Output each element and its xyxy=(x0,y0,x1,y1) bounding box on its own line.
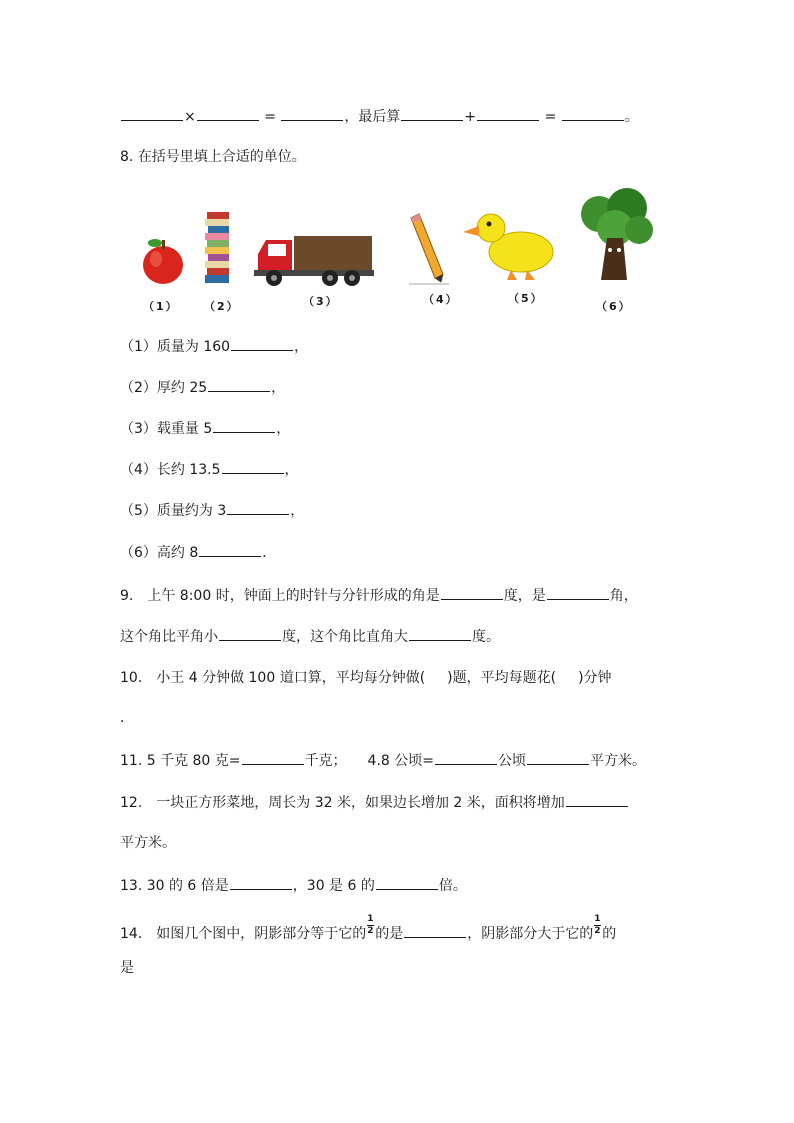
text: ，最后算 xyxy=(344,109,401,125)
question-12: 12. 一块正方形菜地，周长为 32 米，如果边长增加 2 米，面积将增加 xyxy=(120,792,629,813)
answer-blank[interactable] xyxy=(213,418,275,433)
answer-blank[interactable] xyxy=(404,923,466,938)
answer-blank[interactable] xyxy=(409,626,471,641)
q8-item: （4）长约 13.5 ， xyxy=(120,459,299,480)
picture-label: （3） xyxy=(303,295,339,308)
answer-blank[interactable] xyxy=(231,336,293,351)
answer-blank[interactable] xyxy=(197,106,259,121)
answer-blank[interactable] xyxy=(401,106,463,121)
answer-blank[interactable] xyxy=(441,585,503,600)
answer-blank[interactable] xyxy=(121,106,183,121)
equals-sign: = xyxy=(544,109,557,125)
question-9: 9. 上午 8:00 时，钟面上的时针与分针形成的角是 度，是 角， xyxy=(120,585,638,606)
continuation-line xyxy=(120,106,639,127)
question-10-cont: ． xyxy=(120,710,134,726)
question-13: 13. 30 的 6 倍是 ，30 是 6 的 倍。 xyxy=(120,875,467,896)
q8-item: （6）高约 8 ． xyxy=(120,542,276,563)
answer-blank[interactable] xyxy=(477,106,539,121)
question-12-cont: 平方米。 xyxy=(120,835,176,851)
q8-item: （3）载重量 5 ， xyxy=(120,418,290,439)
tree-icon xyxy=(577,188,655,286)
pencil-icon xyxy=(403,212,451,286)
answer-blank[interactable] xyxy=(230,875,292,890)
question-9-cont: 这个角比平角小 度，这个角比直角大 度。 xyxy=(120,626,500,647)
picture-label: （1） xyxy=(143,300,179,313)
picture-label: （6） xyxy=(596,300,632,313)
answer-blank[interactable] xyxy=(227,500,289,515)
question-8-title: 8. 在括号里填上合适的单位。 xyxy=(120,149,306,165)
question-10: 10. 小王 4 分钟做 100 道口算，平均每分钟做( )题，平均每题花( )分钟 xyxy=(120,670,612,686)
q8-item: （5）质量约为 3 ， xyxy=(120,500,304,521)
equals-sign: = xyxy=(264,109,276,125)
answer-blank[interactable] xyxy=(222,459,284,474)
answer-blank[interactable] xyxy=(547,585,609,600)
times-sign: × xyxy=(184,109,196,125)
answer-blank[interactable] xyxy=(281,106,343,121)
duck-icon xyxy=(461,208,559,284)
answer-blank[interactable] xyxy=(527,750,589,765)
answer-blank[interactable] xyxy=(199,542,261,557)
text: 。 xyxy=(624,109,639,125)
answer-blank[interactable] xyxy=(562,106,624,121)
picture-label: （5） xyxy=(508,292,544,305)
question-14: 14. 如图几个图中，阴影部分等于它的 $\frac{1}{2}$ 的是 ，阴影部分大于它的 $\frac{1}{2}$ 的 xyxy=(120,914,617,942)
apple-icon xyxy=(138,234,188,286)
picture-label: （4） xyxy=(423,293,459,306)
plus-sign: + xyxy=(464,109,477,125)
answer-blank[interactable] xyxy=(376,875,438,890)
q8-item: （1）质量为 160 ， xyxy=(120,336,308,357)
q8-item: （2）厚约 25 ， xyxy=(120,377,285,398)
answer-blank[interactable] xyxy=(219,626,281,641)
answer-blank[interactable] xyxy=(435,750,497,765)
answer-blank[interactable] xyxy=(208,377,270,392)
question-11: 11. 5 千克 80 克= 千克； 4.8 公顷= 公顷 平方米。 xyxy=(120,750,646,771)
truck-icon xyxy=(252,232,378,288)
answer-blank[interactable] xyxy=(566,792,628,807)
question-14-cont: 是 xyxy=(120,960,134,976)
fraction-one-half: $\frac{1}{2}$ xyxy=(367,914,374,936)
picture-label: （2） xyxy=(204,300,240,313)
book-stack-icon xyxy=(203,210,233,286)
answer-blank[interactable] xyxy=(242,750,304,765)
fraction-one-half: $\frac{1}{2}$ xyxy=(594,914,601,936)
